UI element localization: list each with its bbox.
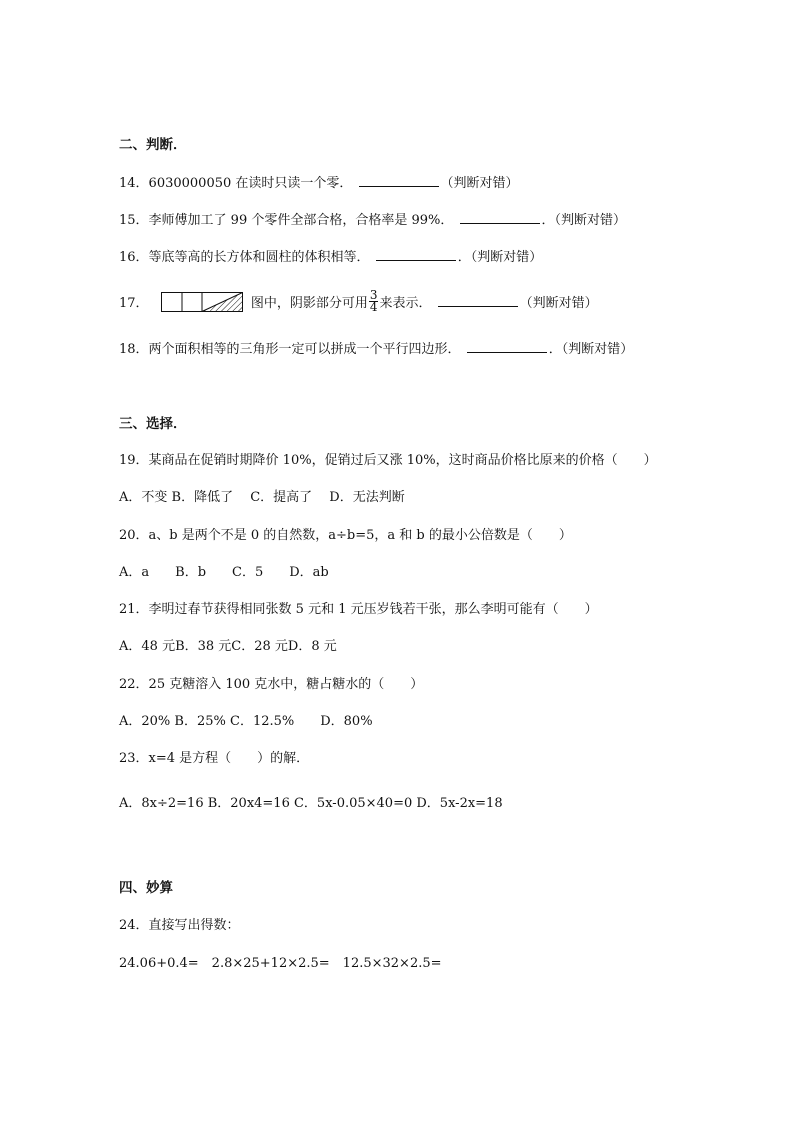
- question-text: 两个面积相等的三角形一定可以拼成一个平行四边形．: [148, 342, 461, 357]
- question-22-options: A．20% B．25% C．12.5% D．80%: [119, 714, 373, 729]
- question-number: 15．: [119, 213, 149, 228]
- question-text-post: 来表示．: [379, 296, 432, 311]
- shaded-rectangle-figure: [161, 292, 243, 312]
- answer-blank[interactable]: [460, 211, 540, 224]
- question-text: 李师傅加工了 99 个零件全部合格，合格率是 99%．: [148, 213, 454, 228]
- question-number: 18．: [119, 342, 149, 357]
- question-19: 19．某商品在促销时期降价 10%，促销过后又涨 10%，这时商品价格比原来的价格（ ）: [119, 453, 657, 468]
- question-21: 21．李明过春节获得相同张数 5 元和 1 元压岁钱若干张，那么李明可能有（ ）: [119, 602, 598, 617]
- question-number: 14．: [119, 176, 149, 191]
- section-heading-choice: 三、选择．: [119, 416, 187, 432]
- question-tail: （判断对错）: [440, 176, 519, 191]
- question-number: 17．: [119, 296, 149, 311]
- question-text-pre: 图中，阴影部分可用: [250, 296, 368, 311]
- section-heading-mental-math: 四、妙算: [119, 880, 173, 896]
- question-text: 等底等高的长方体和圆柱的体积相等．: [148, 250, 370, 265]
- question-tail: （判断对错）: [519, 296, 598, 311]
- section-heading-judgement: 二、判断．: [119, 137, 187, 153]
- question-18: [119, 340, 633, 359]
- answer-blank[interactable]: [467, 340, 547, 353]
- answer-blank[interactable]: [359, 174, 439, 187]
- question-17: [119, 288, 598, 315]
- question-23-options: A．8x÷2=16 B．20x4=16 C．5x-0.05×40=0 D．5x-2x=18: [119, 796, 503, 811]
- question-22: 22．25 克糖溶入 100 克水中，糖占糖水的（ ）: [119, 677, 424, 692]
- question-14: [119, 174, 519, 193]
- question-text: 6030000050 在读时只读一个零．: [148, 176, 353, 191]
- answer-blank[interactable]: [376, 248, 456, 261]
- question-16: [119, 248, 542, 267]
- question-24: 24．直接写出得数：: [119, 918, 240, 933]
- question-20: 20．a、b 是两个不是 0 的自然数，a÷b=5，a 和 b 的最小公倍数是（ ）: [119, 528, 572, 543]
- fraction-denominator: 4: [369, 300, 378, 314]
- question-number: 16．: [119, 250, 149, 265]
- question-19-options: A．不变 B．降低了 C．提高了 D．无法判断: [119, 490, 405, 505]
- question-20-options: A．a B．b C．5 D．ab: [119, 565, 329, 580]
- question-24-calculations: 24.06+0.4= 2.8×25+12×2.5= 12.5×32×2.5=: [119, 956, 442, 971]
- question-21-options: A．48 元B．38 元C．28 元D．8 元: [119, 639, 337, 654]
- question-23: 23．x=4 是方程（ ）的解．: [119, 751, 310, 766]
- question-tail: ．（判断对错）: [548, 342, 634, 357]
- fraction-three-quarters: [369, 290, 379, 313]
- answer-blank[interactable]: [438, 294, 518, 307]
- question-tail: ．（判断对错）: [457, 250, 543, 265]
- fraction-numerator: 3: [369, 288, 378, 302]
- question-15: [119, 211, 626, 230]
- question-tail: ．（判断对错）: [541, 213, 627, 228]
